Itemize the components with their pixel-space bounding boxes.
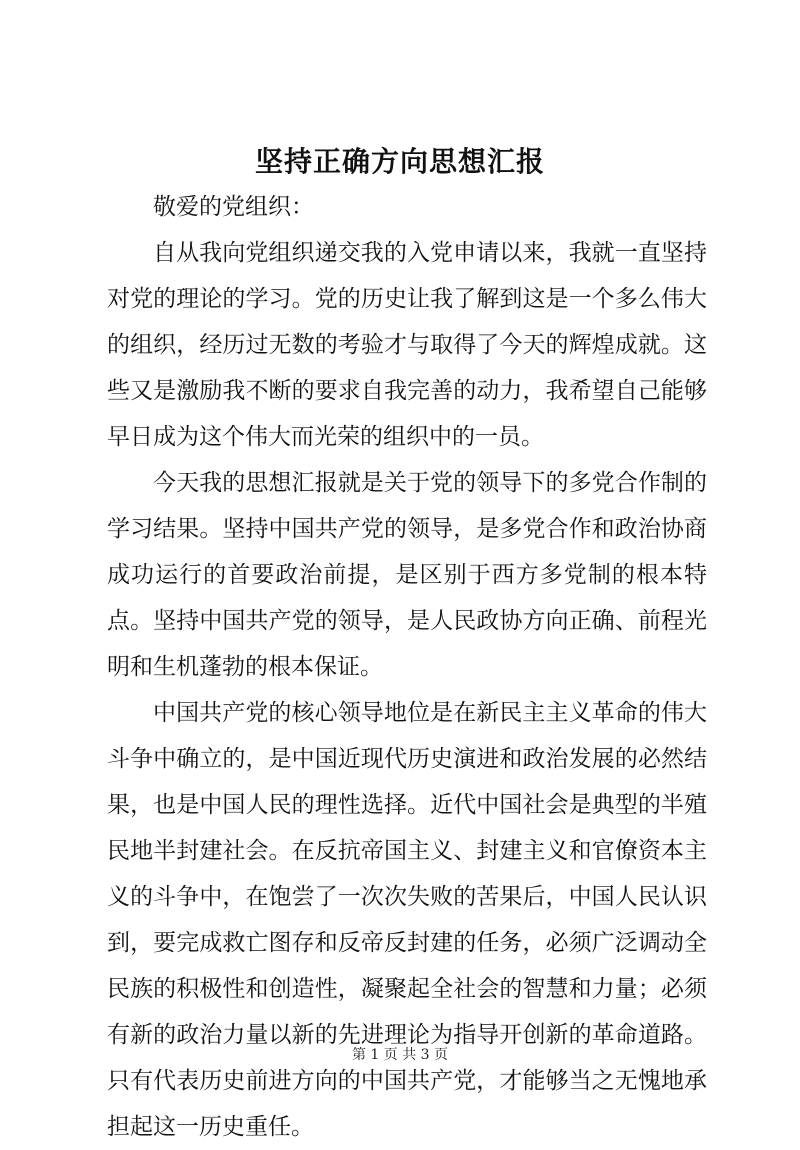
salutation: 敬爱的党组织： — [153, 194, 314, 220]
page-footer: 第 1 页 共 3 页 — [351, 1047, 449, 1063]
document-title: 坚持正确方向思想汇报 — [254, 145, 545, 178]
paragraph-3: 中国共产党的核心领导地位是在新民主主义革命的伟大斗争中确立的，是中国近现代历史演进和政治发展的必然结果，也是中国人民的理性选择。近代中国社会是典型的半殖民地半封建社会。在反抗帝国主义、封建主义和官僚资本主义的斗争中，在饱尝了一次次失败的苦果后，中国人民认识到，要完成救亡图存和反帝反封建的任务，必须广泛调动全民族的积极性和创造性，凝聚起全社会的智慧和力量；必须有新的政治力量以新的先进理论为指导开创新的革命道路。只有代表历史前进方向的中国共产党，才能够当之无愧地承担起这一历史重任。 — [107, 700, 707, 1140]
paragraph-2: 今天我的思想汇报就是关于党的领导下的多党合作制的学习结果。坚持中国共产党的领导，是多党合作和政治协商成功运行的首要政治前提，是区别于西方多党制的根本特点。坚持中国共产党的领导，是人民政协方向正确、前程光明和生机蓬勃的根本保证。 — [107, 470, 707, 680]
paragraph-1: 自从我向党组织递交我的入党申请以来，我就一直坚持对党的理论的学习。党的历史让我了解到这是一个多么伟大的组织，经历过无数的考验才与取得了今天的辉煌成就。这些又是激励我不断的要求自我完善的动力，我希望自己能够早日成为这个伟大而光荣的组织中的一员。 — [107, 240, 707, 450]
document-body — [107, 184, 707, 1150]
